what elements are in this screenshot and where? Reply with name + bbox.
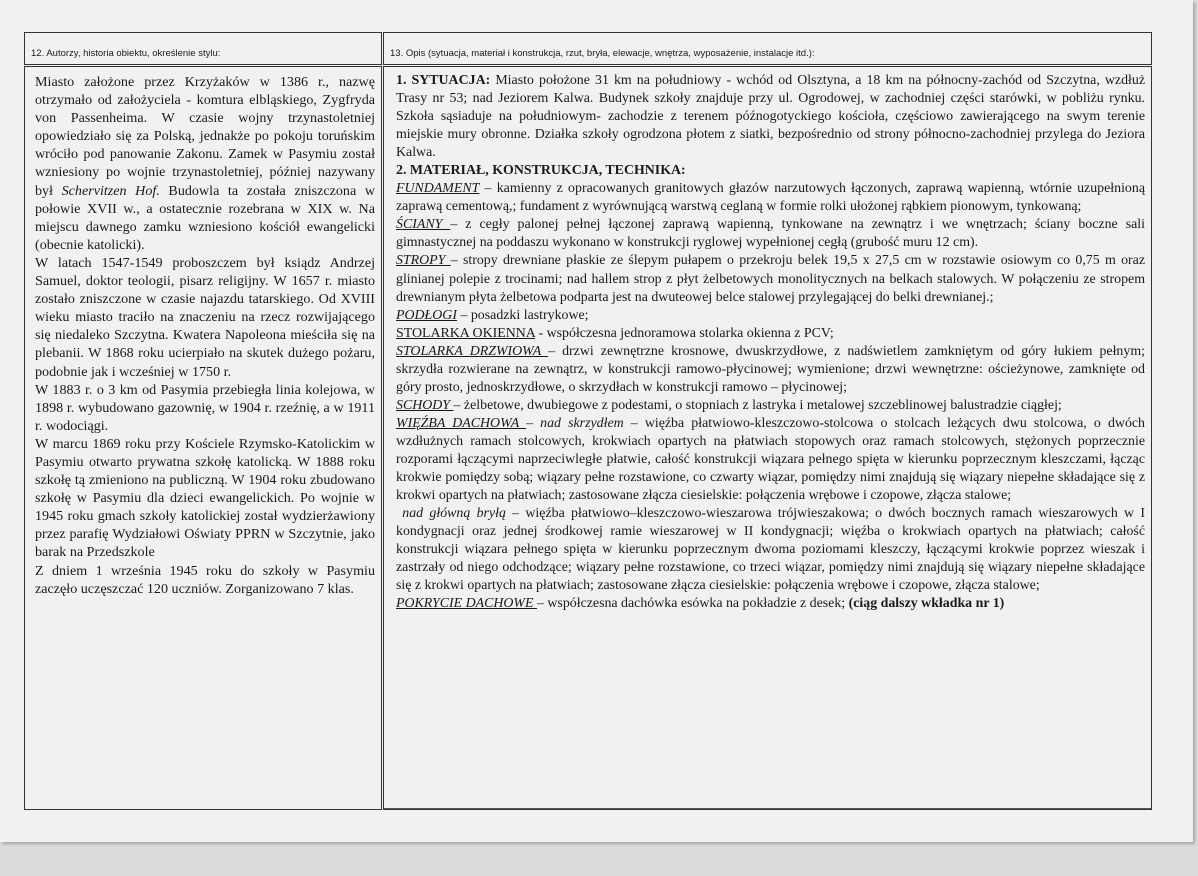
windows-paragraph [396, 325, 1145, 343]
header-description [383, 32, 1152, 65]
header-history [24, 32, 382, 65]
history-column [24, 66, 382, 810]
item-text: – więźba płatwiowo–kleszczowo-wieszarowa trójwieszakowa; o dwóch bocznych ramach wieszarowych w I kondygnacji oraz jednej środkowej ramie wieszarowej w II kondygnacji; więźba o krokwiach opartych na płatwiach; całość konstrukcji wiązara pełnego spięta w kierunku poprzecznym dwoma poziomami kleszczy, łączącymi krokwie poprzez wieszak i zastrzały od niego odchodzące; wiązary pełne rozstawione, co trzeci wiązar, pomiędzy nimi znajdują się wiązary niepełne składające się z krokwi opartych na płatwiach; zastosowane złącza ciesielskie: połączenia wrębowe i czopowe, złącza stalowe; [396, 506, 1145, 594]
ceilings-paragraph [396, 252, 1145, 306]
item-text: – drzwi zewnętrzne krosnowe, dwuskrzydłowe, z nadświetlem zamkniętym od góry łukiem pełnym; skrzydła rozwierane na zewnątrz, w konstrukcji ramowo-płycinowej; wymienione; drzwi wewnętrzne: ościeżynowe, zamknięte od góry prosto, jednoskrzydłowe, o skrzydłach w konstrukcji ramowo – płycinowej; [396, 343, 1145, 395]
floors-paragraph [396, 307, 1145, 325]
continued-note: (ciąg dalszy wkładka nr 1) [848, 596, 1005, 612]
item-text: – żelbetowe, dwubiegowe z podestami, o stopniach z lastryka i metalowej szczeblinowej balustradzie ciągłej; [453, 397, 1062, 413]
history-text: Miasto założone przez Krzyżaków w 1386 r., nazwę otrzymało od założyciela - komtura elbląskiego, Zygfryda von Passenheima. W czasie wojny trzynastoletniej opowiedziało się za Polską, jednakże po pokoju toruńskim wróciło pod panowanie Zakonu. Zamek w Pasymiu został wzniesiony po wojnie trzynastoletniej, później nazywany był [35, 74, 375, 199]
item-text: – współczesna dachówka esówka na pokładzie z desek; [536, 596, 849, 612]
description-column [383, 66, 1152, 810]
item-text: - współczesna jednoramowa stolarka okienna z PCV; [535, 325, 834, 341]
item-sublabel: – nad skrzydłem [526, 415, 624, 431]
header-history-label: 12. Autorzy, historia obiektu, określenie stylu: [31, 48, 221, 59]
roof-truss-paragraph [396, 415, 1145, 505]
section-heading: 2. MATERIAŁ, KONSTRUKCJA, TECHNIKA: [396, 163, 686, 179]
item-label: WIĘŹBA DACHOWA [396, 415, 527, 431]
item-text: – więźba płatwiowo-kleszczowo-stolcowa o stolcach leżących dwu stolcowa, o dwóch wzdłużnych ramach stolcowych, krokwiach opartych na płatwiach stopowych oraz ramach stolcowych, stężonych poprzecznie rozporami łączącymi naprzeciwległe płatwie, całość konstrukcji wiązara pełnego spięta w kierunku poprzecznym kleszczami, łącząc krokwie pomiędzy sobą; wiązary pełne rozstawione, co czwarty wiązar, pomiędzy nimi znajdują się wiązary niepełne składające się z krokwi opartych na płatwiach; zastosowane złącza ciesielskie: połączenia wrębowe i czopowe, złącza stalowe; [396, 415, 1145, 504]
doors-paragraph [396, 343, 1145, 397]
item-text: – z cegły palonej pełnej łączonej zaprawą wapienną, tynkowane na zewnątrz i we wnętrzach; ściany boczne sali gimnastycznej na poddaszu wykonano w konstrukcji ryglowej wypełnionej cegłą (grubość muru 12 cm). [396, 217, 1145, 251]
stairs-paragraph [396, 397, 1145, 415]
item-label: STOLARKA OKIENNA [396, 325, 536, 341]
item-sublabel: nad główną bryłą [402, 506, 506, 522]
roof-truss-main-paragraph [396, 505, 1145, 595]
situation-text: Miasto położone 31 km na południowy - wchód od Olsztyna, a 18 km na północny-zachód od Szczytna, wzdłuż Trasy nr 53; nad Jeziorem Kalwa. Budynek szkoły znajduje przy ul. Ogrodowej, w zachodniej części starówki, w pobliżu rynku. Szkoła sąsiaduje na południowym- zachodzie z terenem późnogotyckiego kościoła, częściowo zawierającego na swym terenie miejskie mury obronne. Działka szkoły ogrodzona płotem z siatki, bezpośrednio od strony północno-zachodniej przylega do Jeziora Kalwa. [396, 73, 1146, 161]
history-paragraph: W latach 1547-1549 proboszczem był ksiądz Andrzej Samuel, doktor teologii, pisarz religijny. W 1657 r. miasto zostało zniszczone w czasie najazdu tatarskiego. Od XVIII wieku miasto traciło na znaczeniu na rzecz rozwijającego się niedaleko Szczytna. Kwatera Napoleona mieściła się na plebanii. W 1868 roku ucierpiało na skutek dużego pożaru, podobnie jak i wcześniej w 1750 r. [35, 254, 375, 380]
history-text: Budowla ta została zniszczona w połowie XVII w., a ostatecznie rozebrana w XIX w. Na miejscu dawnego zamku wzniesiono kościół ewangelicki (obecnie katolicki). [35, 182, 375, 253]
item-text: – stropy drewniane płaskie ze ślepym pułapem o przekroju belek 19,5 x 27,5 cm w rozstawie osiowym co 0,75 m oraz glinianej polepie z trocinami; nad hallem strop z płyt żelbetowych monolitycznych na belkach stalowych. W połączeniu ze stropem drewnianym płyta żelbetowa podparta jest na dwuteowej belce stalowej przylegającej do belki drewnianej.; [396, 253, 1145, 305]
history-paragraph: W 1883 r. o 3 km od Pasymia przebiegła linia kolejowa, w 1898 r. wybudowano gazownię, w 1904 r. rzeźnię, a w 1911 r. wodociągi. [35, 381, 375, 434]
item-label: PODŁOGI [396, 307, 457, 323]
item-label: POKRYCIE DACHOWE [396, 596, 537, 612]
section-heading: 1. SYTUACJA: [396, 73, 491, 88]
item-label: ŚCIANY [396, 217, 451, 233]
bottom-rule [384, 808, 1151, 809]
header-description-label: 13. Opis (sytuacja, materiał i konstrukcja, rzut, bryła, elewacje, wnętrza, wyposażenie, instalacje itd.): [390, 48, 815, 59]
castle-name: Schervitzen Hof. [61, 182, 160, 199]
history-paragraph [35, 73, 375, 254]
item-text: – posadzki lastrykowe; [456, 307, 589, 323]
item-text: – kamienny z opracowanych granitowych głazów narzutowych łączonych, zaprawą wapienną, wtórnie uzupełnioną zaprawą cementową,; fundament z wyrównującą warstwą ceglaną w formie rolki ułożonej rąbkiem pionowym, tynkowaną; [396, 181, 1145, 215]
walls-paragraph [396, 216, 1145, 252]
history-paragraph: Z dniem 1 września 1945 roku do szkoły w Pasymiu zaczęło uczęszczać 120 uczniów. Zorganizowano 7 klas. [35, 562, 375, 597]
roofing-paragraph [396, 595, 1145, 613]
situation-paragraph [396, 72, 1145, 162]
item-label: STROPY [396, 253, 451, 269]
item-label: STOLARKA DRZWIOWA [396, 343, 549, 359]
item-label: FUNDAMENT [396, 181, 480, 197]
history-paragraph: W marcu 1869 roku przy Kościele Rzymsko-Katolickim w Pasymiu otwarto prywatna szkołę katolicką. W 1888 roku szkołę tą zmieniono na publiczną. W 1904 roku zbudowano szkołę w Pasymiu dla dzieci ewangelickich. Po wojnie w 1945 roku gmach szkoły katolickiej został wydzierżawiony przez parafię Wydziałowi Oświaty PPRN w Szczytnie, jako barak na Przedszkole [35, 435, 375, 561]
foundation-paragraph [396, 180, 1145, 216]
item-label: SCHODY [396, 397, 454, 413]
